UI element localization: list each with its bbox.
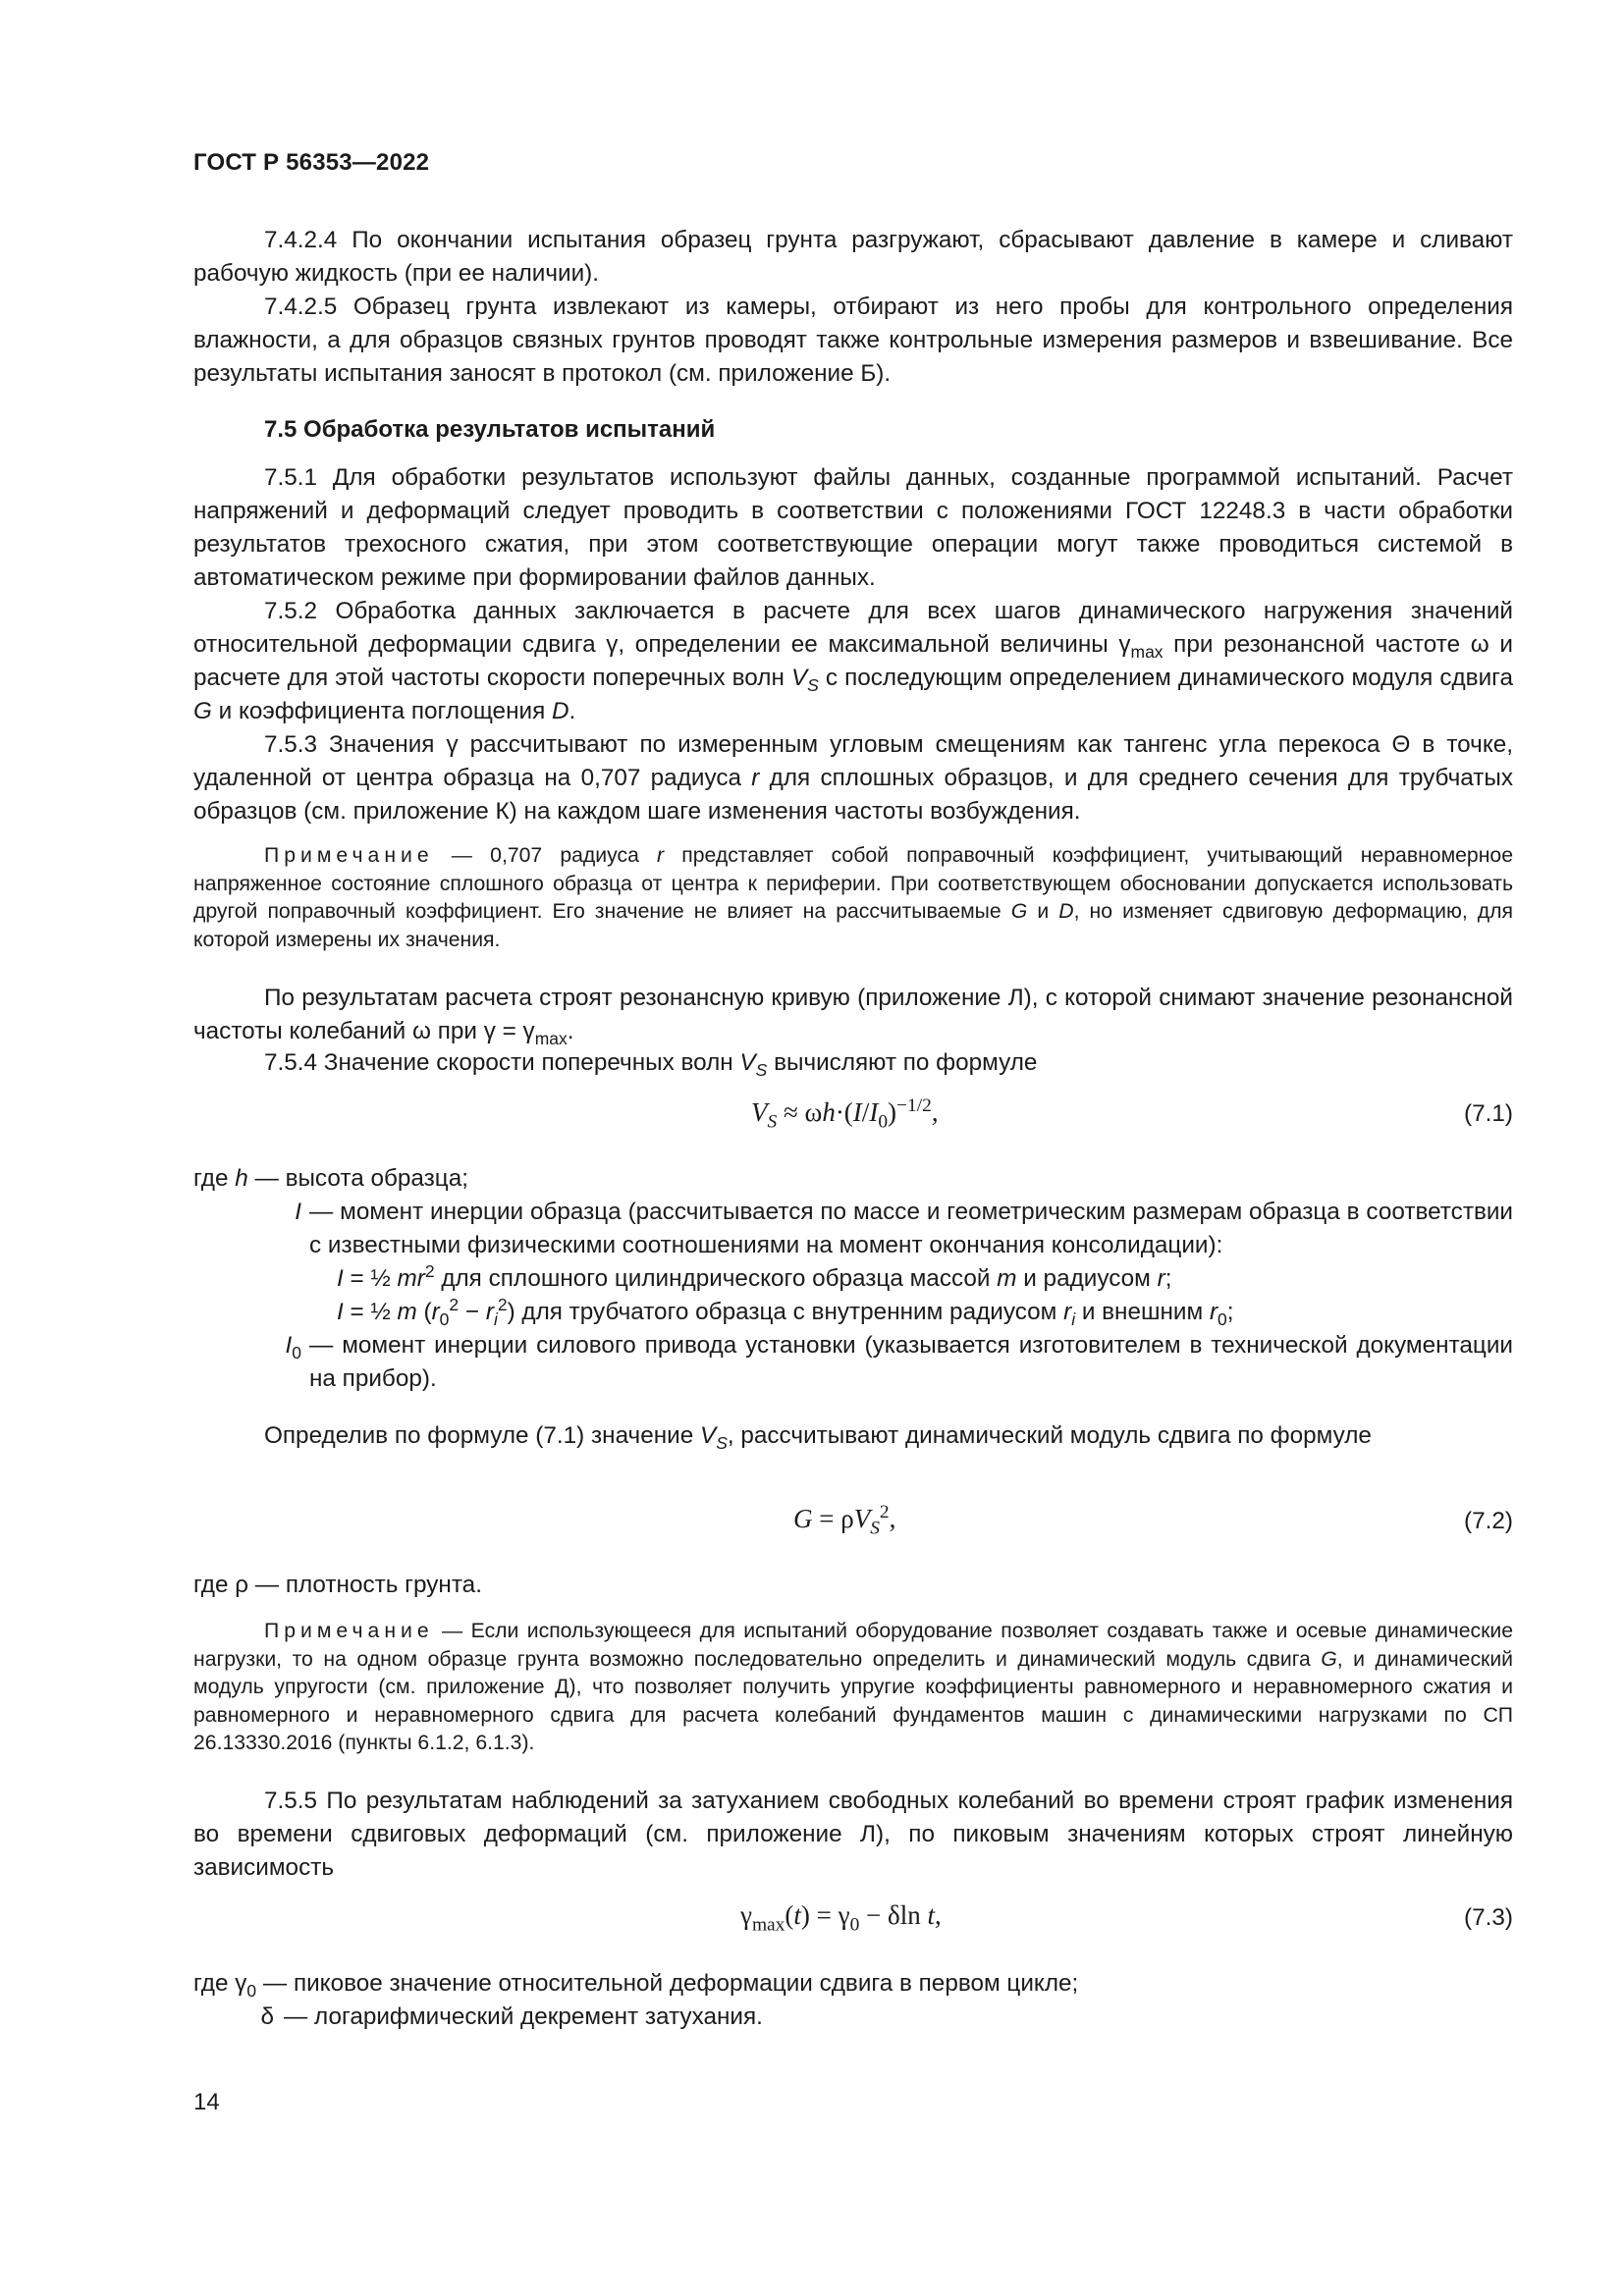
equation-number-7-2: (7.2) xyxy=(1464,1508,1513,1534)
paragraph-define-g: Определив по формуле (7.1) значение $V_S$, рассчитывают динамический модуль сдвига по формуле xyxy=(264,1422,1372,1453)
note-2-label: Примечание xyxy=(264,1620,434,1642)
definition-delta: δ — логарифмический декремент затухания. xyxy=(260,2003,763,2030)
note-1: Примечание — 0,707 радиуса r представляет собой поправочный коэффициент, учитывающий неравномерное напряженное состояние сплошного образца от центра к периферии. При соответствующем обосновании допускается использовать другой поправочный коэффициент. Его значение не влияет на рассчитываемые G и D, но изменяет сдвиговую деформацию, для которой измерены их значения. xyxy=(193,844,1513,951)
formula-7-2: $G = \rho V_S^2$, xyxy=(793,1502,896,1539)
definitions-7-1 xyxy=(193,1162,1513,1396)
section-heading-7-5: 7.5 Обработка результатов испытаний xyxy=(264,416,716,443)
equation-number-7-1: (7.1) xyxy=(1464,1100,1513,1127)
definition-I: I — момент инерции образца (рассчитывается по массе и геометрическим размерам образца в соответствии с известными физическими соотношениями на момент окончания консолидации): xyxy=(295,1199,1513,1258)
definition-gamma0: где $\gamma_0$ — пиковое значение относительной деформации сдвига в первом цикле; xyxy=(193,1970,1079,2001)
definition-I-tube: I = ½ m $(r_0^2 - r_i^2)$ для трубчатого образца с внутренним радиусом $r_i$ и внешним $r_0$; xyxy=(337,1294,1234,1329)
paragraph-resonance: По результатам расчета строят резонансную кривую (приложение Л), с которой снимают значение резонансной частоты колебаний ω при $\gamma = \gamma_{max}$. xyxy=(193,985,1513,1048)
note-1-label: Примечание xyxy=(264,844,434,867)
equation-number-7-3: (7.3) xyxy=(1464,1904,1513,1931)
paragraph-7-4-2-5: 7.4.2.5 Образец грунта извлекают из камеры, отбирают из него пробы для контрольного определения влажности, а для образцов связных грунтов проводят также контрольные измерения размеров и взвешивание. Все результаты испытания заносят в протокол (см. приложение Б). xyxy=(193,294,1513,387)
formula-7-3: $\gamma_{max}(t) = \gamma_0 - \delta\ln$ t, xyxy=(740,1900,942,1936)
definition-I-solid: I = ½ $mr^2$ для сплошного цилиндрического образца массой m и радиусом r; xyxy=(337,1260,1172,1292)
formula-7-1: $V_S \approx \omega h\cdot(I/I_0)^{-1/2}$, xyxy=(751,1095,939,1133)
paragraph-7-5-5: 7.5.5 По результатам наблюдений за затуханием свободных колебаний во времени строят график изменения во времени сдвиговых деформаций (см. приложение Л), по пиковым значениям которых строят линейную зависимость xyxy=(193,1788,1513,1881)
definition-I0: $I_0$ — момент инерции силового привода установки (указывается изготовителем в технической документации на прибор). xyxy=(285,1332,1513,1392)
definitions-7-3 xyxy=(193,1967,1513,2034)
paragraph-7-4-2-4: 7.4.2.4 По окончании испытания образец грунта разгружают, сбрасывают давление в камере и сливают рабочую жидкость (при ее наличии). xyxy=(193,227,1513,287)
definition-rho: где ρ — плотность грунта. xyxy=(193,1572,482,1598)
page-number: 14 xyxy=(193,2089,220,2115)
document-header: ГОСТ Р 56353—2022 xyxy=(193,149,430,176)
paragraph-7-5-4: 7.5.4 Значение скорости поперечных волн $V_S$ вычисляют по формуле xyxy=(264,1049,1038,1080)
note-2: Примечание — Если использующееся для испытаний оборудование позволяет создавать также и осевые динамические нагрузки, то на одном образце грунта возможно последовательно определить и динамический модуль сдвига G, и динамический модуль упругости (см. приложение Д), что позволяет получить упругие коэффициенты равномерного и неравномерного сжатия и равномерного и неравномерного сдвига для расчета колебаний фундаментов машин с динамическими нагрузками по СП 26.13330.2016 (пункты 6.1.2, 6.1.3). xyxy=(193,1620,1513,1754)
paragraph-7-5-3: 7.5.3 Значения γ рассчитывают по измеренным угловым смещениям как тангенс угла перекоса Θ в точке, удаленной от центра образца на 0,707 радиуса r для сплошных образцов, и для среднего сечения для трубчатых образцов (см. приложение К) на каждом шаге изменения частоты возбуждения. xyxy=(193,731,1513,825)
paragraph-7-5-1: 7.5.1 Для обработки результатов используют файлы данных, созданные программой испытаний. Расчет напряжений и деформаций следует проводить в соответствии с положениями ГОСТ 12248.3 в части обработки результатов трехосного сжатия, при этом соответствующие операции могут также проводиться системой в автоматическом режиме при формировании файлов данных. xyxy=(193,464,1513,591)
paragraph-7-5-2: 7.5.2 Обработка данных заключается в расчете для всех шагов динамического нагружения значений относительной деформации сдвига γ, определении ее максимальной величины $\gamma_{max}$ при резонансной частоте ω и расчете для этой частоты скорости поперечных волн $V_S$ с последующим определением динамического модуля сдвига G и коэффициента поглощения D. xyxy=(193,598,1513,724)
definition-h: где h — высота образца; xyxy=(193,1165,468,1192)
